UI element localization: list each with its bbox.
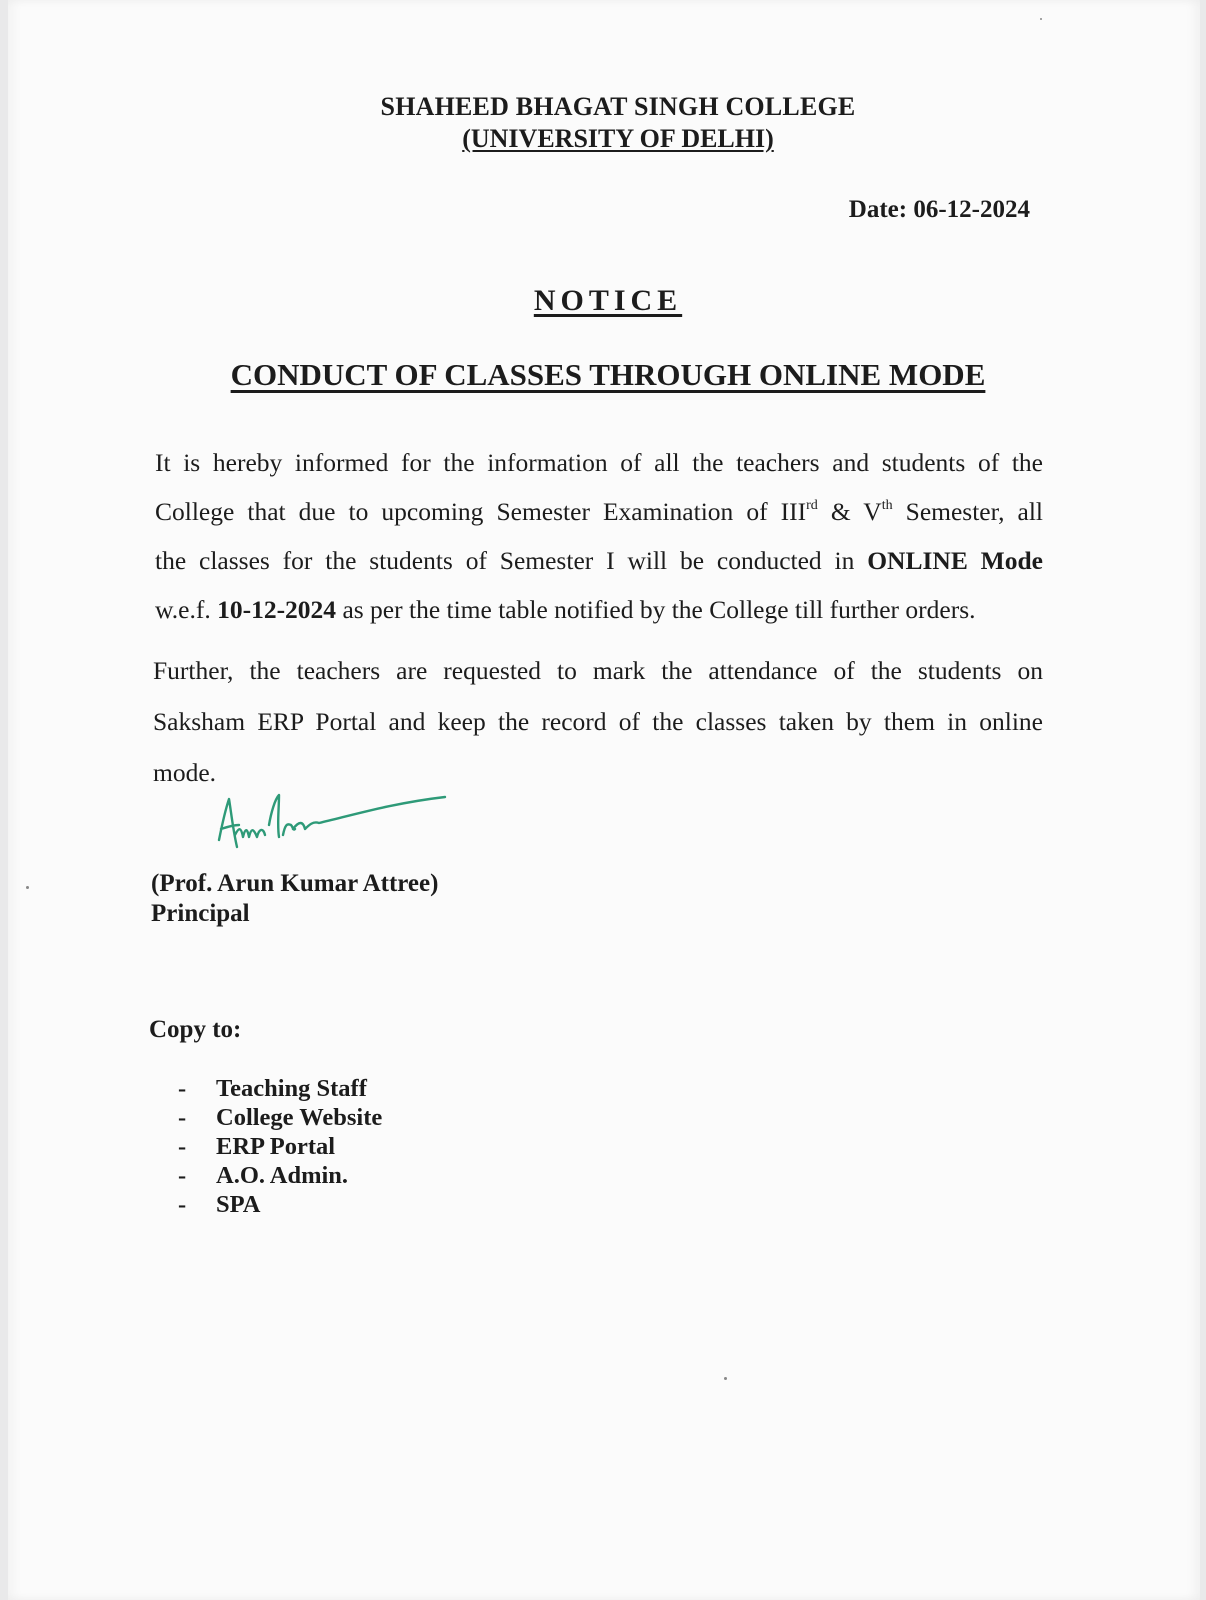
- list-item: - Teaching Staff: [178, 1075, 367, 1102]
- university-name: (UNIVERSITY OF DELHI): [462, 124, 774, 153]
- paragraph-1-line-2: College that due to upcoming Semester Examination of IIIrd & Vth Semester, all: [155, 497, 1043, 526]
- paragraph-1-line-1: It is hereby informed for the information of all the teachers and students of the: [155, 448, 1043, 477]
- notice-document: [8, 0, 1200, 1600]
- scan-speck: [26, 886, 29, 889]
- college-name: SHAHEED BHAGAT SINGH COLLEGE: [380, 92, 856, 121]
- paragraph-2-line-3: mode.: [153, 758, 217, 787]
- paragraph-1-line-3: the classes for the students of Semester I will be conducted in ONLINE Mode: [155, 546, 1043, 575]
- copy-to-label: Copy to:: [149, 1016, 242, 1043]
- scan-speck: [1040, 18, 1042, 20]
- handwritten-signature: [213, 785, 453, 880]
- list-item: - A.O. Admin.: [178, 1162, 349, 1189]
- list-item: - SPA: [178, 1191, 261, 1218]
- notice-date: Date: 06-12-2024: [848, 196, 1030, 223]
- list-item: - ERP Portal: [178, 1133, 336, 1160]
- paragraph-1-line-4: w.e.f. 10-12-2024 as per the time table notified by the College till further orders.: [155, 595, 976, 624]
- paragraph-2-line-2: Saksham ERP Portal and keep the record of the classes taken by them in online: [153, 707, 1043, 736]
- scan-speck: [724, 1377, 727, 1380]
- signatory-name: (Prof. Arun Kumar Attree): [151, 870, 439, 897]
- list-item: - College Website: [178, 1104, 383, 1131]
- notice-subject: CONDUCT OF CLASSES THROUGH ONLINE MODE: [230, 357, 986, 392]
- notice-paragraph-1: [155, 438, 1043, 634]
- copy-to-list: [178, 1074, 382, 1219]
- paragraph-2-line-1: Further, the teachers are requested to mark the attendance of the students on: [153, 656, 1043, 685]
- notice-paragraph-2: [153, 645, 1043, 798]
- signatory-designation: Principal: [151, 900, 250, 927]
- notice-heading: NOTICE: [533, 284, 683, 317]
